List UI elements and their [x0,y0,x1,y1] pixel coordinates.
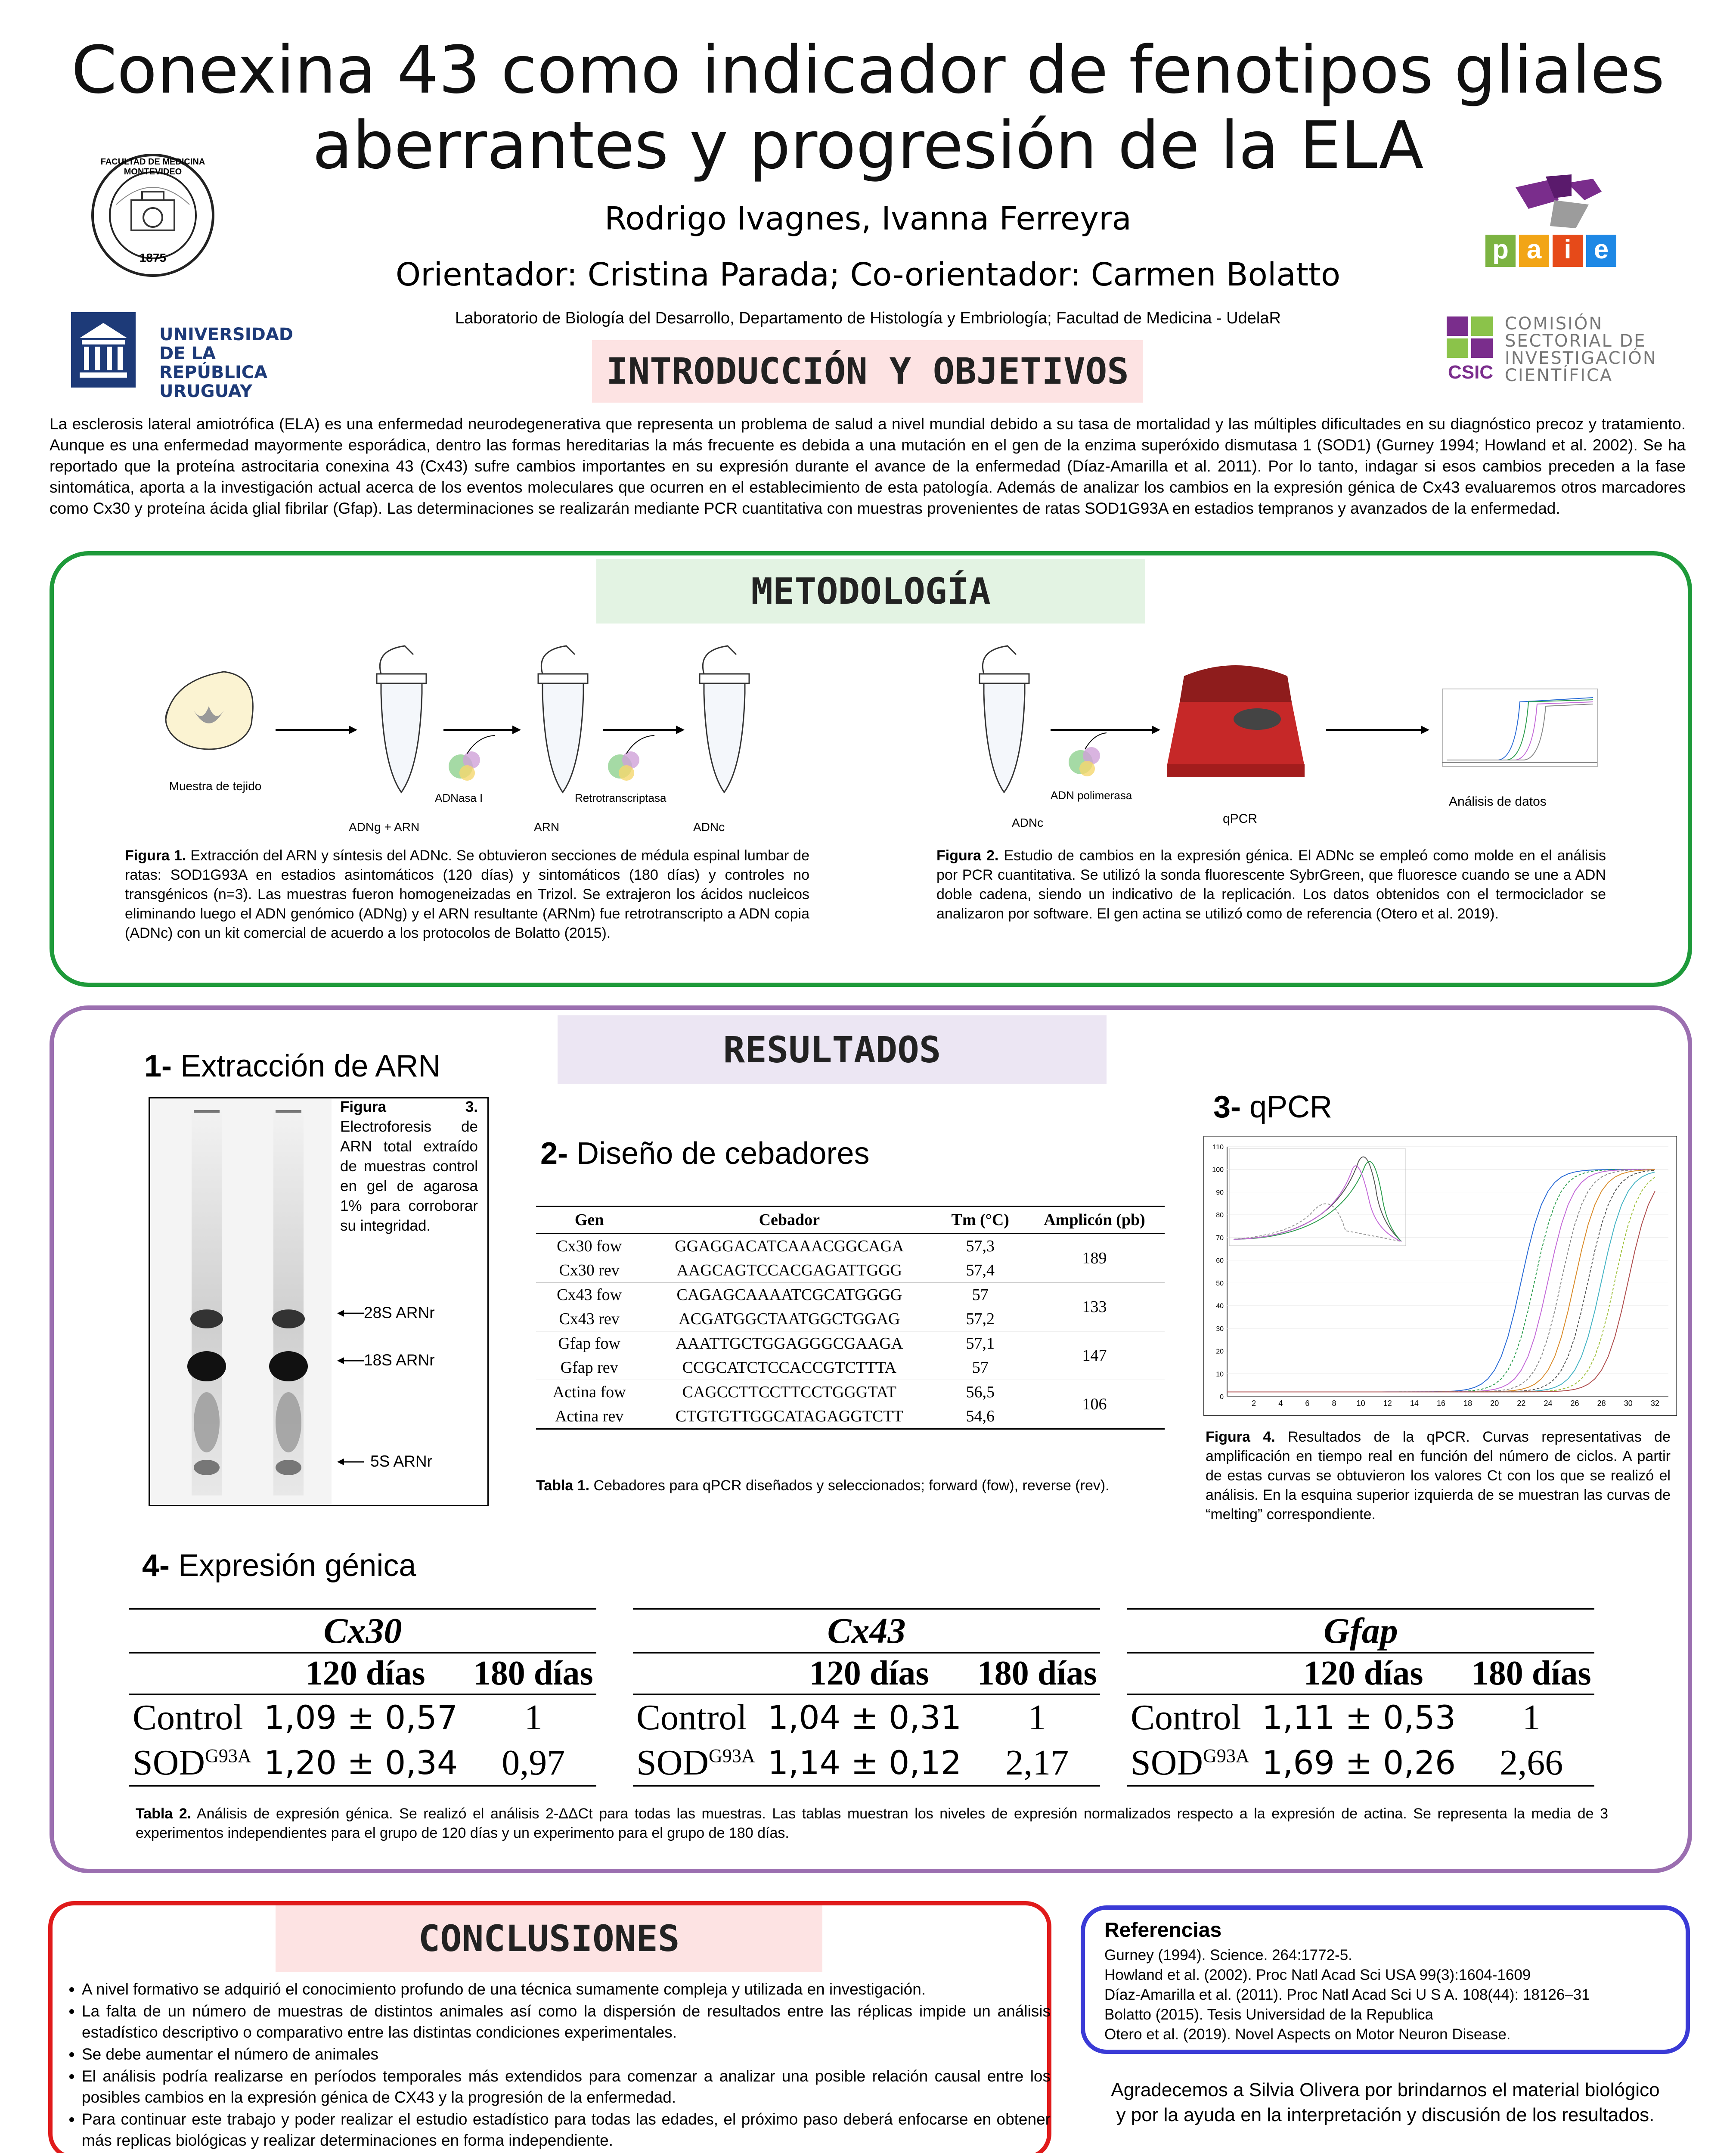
expr-value: 1 [1522,1697,1541,1737]
primer-header-amplicon: Amplicón (pb) [1024,1207,1165,1234]
advisors: Orientador: Cristina Parada; Co-orientador: Carmen Bolatto [395,256,1341,293]
primer-tm: 56,5 [966,1383,995,1401]
paie-figure-icon [1503,174,1615,233]
fmed-seal-ring-text: FACULTAD DE MEDICINA MONTEVIDEO [100,157,205,177]
qpcr-y-tick-label: 10 [1216,1371,1224,1378]
list-item: • El análisis podría realizarse en períodos temporales más extendidos para comenzar a analizar una posible relación causal entre los posibles cambios en la expresión génica de CX43 y la progresión de la enfermedad. [82,2066,1051,2108]
primer-header-seq: Cebador [642,1207,936,1234]
fig2-caption-text: Estudio de cambios en la expresión génica. El ADNc se empleó como molde en el análisis por PCR cuantitativa. Se utilizó la sonda fluorescente SybrGreen, que fluoresce cuando se une a ADN doble cadena, siendo un indicativo de la replicación. Los datos obtenidos con el termociclador se analizaron por software. El gen actina se utilizó como de referencia (Otero et al. 2019). [936,847,1606,922]
expr-day-120: 120 días [1259,1653,1469,1694]
expr-value: 1 [524,1697,542,1737]
thermocycler-icon [1167,665,1305,777]
csic-line-3: INVESTIGACIÓN [1505,348,1657,368]
paie-letter-e: e [1586,235,1616,267]
title-line-1: Conexina 43 como indicador de fenotipos gliales [71,32,1665,108]
poster-title [0,32,1736,183]
table-row [536,1331,1165,1356]
expr-value: 2,66 [1468,1740,1594,1786]
section3-number: 3- [1213,1090,1241,1124]
paie-logo [1485,174,1628,273]
qpcr-x-tick-label: 30 [1624,1399,1633,1408]
conclusions-list [60,1979,1051,2152]
primer-tm: 57,1 [966,1334,995,1353]
primer-amplicon: 147 [1082,1346,1107,1365]
expr-day-120: 120 días [260,1653,471,1694]
fig2-caption-label: Figura 2. [936,847,999,864]
udelar-line-2: DE LA REPÚBLICA [159,344,268,382]
reference-item: Bolatto (2015). Tesis Universidad de la Republica [1104,2006,1433,2023]
fig2-label-pol: ADN polimerasa [1051,789,1132,802]
references-heading: Referencias [1104,1919,1222,1942]
ack-line-2: y por la ayuda en la interpretación y discusión de los resultados. [1116,2104,1655,2125]
primer-seq: CAGCCTTCCTTCCTGGGTAT [682,1383,896,1401]
primer-gen: Actina rev [536,1404,642,1429]
lab-affiliation: Laboratorio de Biología del Desarrollo, Departamento de Histología y Embriología; Facultad de Medicina - UdelaR [455,309,1281,327]
primer-gen: Cx30 fow [557,1237,622,1255]
primer-gen: Gfap fow [558,1334,620,1353]
table-row [633,1740,1100,1786]
qpcr-x-tick-label: 4 [1278,1399,1283,1408]
expr-day-180: 180 días [470,1653,596,1694]
csic-squares-icon [1445,314,1496,362]
expr-value: 1,11 ± 0,53 [1262,1698,1456,1737]
expr-table-cx30 [129,1608,596,1787]
references-list [1104,1945,1590,2044]
section4-label: Expresión génica [178,1548,416,1583]
udelar-building-icon [71,312,136,388]
fig1-label-tube2: ARN [534,820,560,834]
gel-image [151,1099,332,1504]
primer-seq: CCGCATCTCCACCGTCTTTA [682,1359,896,1377]
section4-number: 4- [142,1548,170,1583]
expr-day-180: 180 días [974,1653,1100,1694]
table2-caption [136,1804,1608,1843]
band-5s: 5S ARNr [370,1452,432,1470]
qpcr-y-tick-label: 100 [1212,1166,1224,1174]
title-line-2: aberrantes y progresión de la ELA [312,107,1424,183]
table-row [536,1380,1165,1405]
primer-seq: CAGAGCAAAATCGCATGGGG [676,1286,902,1304]
expr-day-180: 180 días [1468,1653,1594,1694]
qpcr-y-tick-label: 80 [1216,1212,1224,1219]
fig1-label-rt: Retrotranscriptasa [575,791,666,804]
table-row [1127,1694,1594,1740]
fig1-label-dnase: ADNasa I [435,791,483,804]
primer-gen: Cx43 fow [557,1286,622,1304]
acknowledgement [1081,2078,1690,2128]
qpcr-x-tick-label: 26 [1570,1399,1579,1408]
qpcr-chart [1203,1136,1677,1416]
qpcr-y-tick-label: 20 [1216,1348,1224,1356]
primer-table [536,1206,1165,1430]
qpcr-x-tick-label: 32 [1650,1399,1659,1408]
primer-tm: 57,2 [966,1310,995,1328]
section2-title [540,1136,870,1171]
list-item: • A nivel formativo se adquirió el conocimiento profundo de una técnica sumamente compleja y utilizada en investigación. [82,1979,1051,2000]
expr-gene-title: Gfap [1127,1609,1594,1653]
primer-gen: Cx43 rev [559,1310,620,1328]
authors: Rodrigo Ivagnes, Ivanna Ferreyra [604,200,1132,237]
fig2-label-analysis: Análisis de datos [1449,794,1547,809]
section4-title [142,1548,416,1583]
qpcr-x-tick-label: 22 [1517,1399,1526,1408]
paie-letter-a: a [1519,235,1549,267]
tab2-caption-label: Tabla 2. [136,1806,192,1822]
figure4-caption [1206,1427,1671,1524]
primer-gen: Cx30 rev [559,1261,620,1279]
methodology-heading: METODOLOGÍA [596,559,1145,624]
band-18s: 18S ARNr [364,1351,435,1369]
qpcr-x-tick-label: 8 [1332,1399,1336,1408]
expr-value: 1 [1028,1697,1046,1737]
primer-header-gen: Gen [536,1207,642,1234]
udelar-line-1: UNIVERSIDAD [159,325,293,344]
table-row [536,1234,1165,1259]
fig3-caption-text: Electroforesis de ARN total extraído de muestras control en gel de agarosa 1% para corroborar su integridad. [340,1118,478,1234]
table-row [1127,1740,1594,1786]
dnase-protein-icon [449,751,480,781]
primer-seq: ACGATGGCTAATGGCTGGAG [679,1310,900,1328]
list-item: • Para continuar este trabajo y poder realizar el estudio estadístico para todas las edades, el próximo paso deberá enfocarse en obtener más replicas biológicas y realizar determinaciones en forma independiente. [82,2109,1051,2151]
primer-seq: AAGCAGTCCACGAGATTGGG [676,1261,902,1279]
table-row [129,1694,596,1740]
figure1-caption [125,846,809,943]
qpcr-x-tick-label: 16 [1436,1399,1445,1408]
expr-value: 0,97 [470,1740,596,1786]
table-row [129,1740,596,1786]
figure3-caption [340,1097,478,1236]
fig1-label-tube3: ADNc [693,820,725,834]
expr-row-label: $SOD^{G93A}$ [1127,1740,1259,1786]
primer-tm: 57,3 [966,1237,995,1255]
fig1-label-tube1: ADNg + ARN [349,820,420,834]
primer-amplicon: 189 [1082,1249,1107,1267]
primer-amplicon: 133 [1082,1298,1107,1316]
qpcr-x-tick-label: 2 [1252,1399,1256,1408]
primer-seq: GGAGGACATCAAACGGCAGA [675,1237,904,1255]
csic-line-4: CIENTÍFICA [1505,366,1613,385]
qpcr-y-tick-label: 0 [1220,1393,1224,1401]
qpcr-x-tick-label: 6 [1305,1399,1310,1408]
list-item: • Se debe aumentar el número de animales [82,2044,1051,2065]
expr-gene-title: Cx43 [633,1609,1100,1653]
primer-seq: AAATTGCTGGAGGGCGAAGA [676,1334,903,1353]
primer-header-tm: Tm (°C) [936,1207,1024,1234]
qpcr-x-tick-label: 24 [1544,1399,1553,1408]
qpcr-x-tick-label: 20 [1490,1399,1499,1408]
expr-table-cx43 [633,1608,1100,1787]
fig1-caption-text: Extracción del ARN y síntesis del ADNc. Se obtuvieron secciones de médula espinal lumbar de ratas: SOD1G93A en estadios asintomáticos (120 días) y sintomáticos (180 días) y controles no transgénicos (n=3). Las muestras fueron homogeneizadas en Trizol. Se extrajeron los ácidos nucleicos eliminando luego el ADN genómico (ADNg) y el ARN resultante (ARNm) fue retrotranscripto a ADN copia (ADNc) con un kit comercial de acuerdo a los protocolos de Bolatto (2015). [125,847,810,941]
spinal-cord-icon [166,672,253,749]
primer-amplicon: 106 [1024,1380,1165,1429]
qpcr-y-tick-label: 50 [1216,1280,1224,1287]
qpcr-x-tick-label: 28 [1597,1399,1606,1408]
expr-day-120: 120 días [764,1653,974,1694]
reference-item: Howland et al. (2002). Proc Natl Acad Sci USA 99(3):1604-1609 [1104,1967,1531,1983]
rt-protein-icon [608,751,639,781]
csic-line-2: SECTORIAL DE [1505,331,1646,351]
qpcr-y-tick-label: 70 [1216,1234,1224,1242]
section2-number: 2- [540,1136,568,1171]
fmed-seal-logo [90,153,215,278]
primer-gen: Gfap rev [560,1359,618,1377]
fig4-caption-text: Resultados de la qPCR. Curvas representativas de amplificación en tiempo real en función del número de ciclos. A partir de estas curvas se obtuvieron los valores Ct con los que se realizó el análisis. En la esquina superior izquierda de se muestran las curvas de “melting” correspondiente. [1206,1429,1671,1523]
expr-value: 1,14 ± 0,12 [764,1740,974,1786]
primer-tm: 57,4 [966,1261,995,1279]
figure2-caption [936,846,1606,924]
qpcr-x-tick-label: 14 [1410,1399,1419,1408]
expr-value: 1,09 ± 0,57 [264,1698,458,1737]
qpcr-y-tick-label: 60 [1216,1257,1224,1265]
reference-item: Gurney (1994). Science. 264:1772-5. [1104,1947,1352,1964]
expr-row-label: Control [636,1697,747,1737]
list-item: • La falta de un número de muestras de distintos animales así como la dispersión de resultados entre las réplicas impide un análisis estadístico descriptivo o comparativo entre las distintas condiciones experimentales. [82,2001,1051,2043]
fig2-label-qpcr: qPCR [1223,812,1258,826]
paie-letter-p: p [1485,235,1516,267]
fig1-label-tissue: Muestra de tejido [169,779,262,793]
expr-value: 1,20 ± 0,34 [260,1740,471,1786]
intro-text: La esclerosis lateral amiotrófica (ELA) es una enfermedad neurodegenerativa que representa un problema de salud a nivel mundial debido a su tasa de mortalidad y las múltiples dificultades en su diagnóstico precoz y tratamiento. Aunque es una enfermedad mayormente esporádica, dentro las formas hereditarias la más frecuente es debida a una mutación en el gen de la enzima superóxido dismutasa 1 (SOD1) (Gurney 1994; Howland et al. 2002). Se ha reportado que la proteína astrocitaria conexina 43 (Cx43) sufre cambios importantes en su expresión durante el avance de la enfermedad (Díaz-Amarilla et al. 2011). Por lo tanto, indagar si esos cambios preceden a la fase sintomática, aporta a la investigación actual acerca de los eventos moleculares que ocurren en el establecimiento de esta patología. Además de analizar los cambios en la expresión génica de Cx43 evaluaremos otros marcadores como Cx30 y proteína ácida glial fibrilar (Gfap). Las determinaciones se realizarán mediante PCR cuantitativa con muestras provenientes de ratas SOD1G93A en estadios tempranos y avanzados de la enfermedad. [50,415,1686,517]
expr-table-gfap [1127,1608,1594,1787]
qpcr-y-tick-label: 110 [1212,1144,1224,1151]
reference-item: Díaz-Amarilla et al. (2011). Proc Natl Acad Sci U S A. 108(44): 18126–31 [1104,1986,1590,2003]
fig1-caption-label: Figura 1. [125,847,186,864]
paie-letter-i: i [1553,235,1583,267]
results-heading: RESULTADOS [558,1015,1107,1084]
table-row [633,1694,1100,1740]
qpcr-x-tick-label: 12 [1383,1399,1392,1408]
udelar-line-3: URUGUAY [159,382,252,401]
intro-heading: INTRODUCCIÓN Y OBJETIVOS [592,340,1143,403]
section1-number: 1- [144,1049,172,1083]
cdna-tube-icon [980,646,1029,792]
tube-3-icon [700,646,749,792]
expr-gene-title: Cx30 [129,1609,596,1653]
ack-line-1: Agradecemos a Silvia Olivera por brindarnos el material biológico [1111,2079,1660,2100]
section3-title [1213,1089,1332,1125]
section1-title [144,1049,440,1084]
polymerase-protein-icon [1069,747,1100,776]
primer-tm: 57 [972,1286,989,1304]
expr-row-label: $SOD^{G93A}$ [633,1740,764,1786]
tube-1-icon [377,646,426,792]
fmed-seal-year: 1875 [139,251,167,264]
qpcr-x-tick-label: 10 [1356,1399,1365,1408]
analysis-plot-icon [1442,689,1597,766]
tab1-caption-text: Cebadores para qPCR diseñados y seleccionados; forward (fow), reverse (rev). [593,1477,1110,1494]
conclusions-heading: CONCLUSIONES [276,1905,822,1972]
figure1-diagram [146,637,835,840]
expr-value: 1,04 ± 0,31 [767,1698,962,1737]
qpcr-y-tick-label: 30 [1216,1325,1224,1333]
qpcr-x-tick-label: 18 [1463,1399,1472,1408]
section3-label: qPCR [1249,1090,1333,1124]
expr-row-label: $SOD^{G93A}$ [129,1740,260,1786]
csic-abbr: CSIC [1448,362,1494,383]
csic-logo [1445,314,1686,388]
primer-tm: 57 [972,1359,989,1377]
expr-value: 1,69 ± 0,26 [1259,1740,1469,1786]
tube-2-icon [538,646,588,792]
band-arrows [334,1303,368,1475]
csic-line-1: COMISIÓN [1505,314,1603,334]
section2-label: Diseño de cebadores [577,1136,870,1171]
primer-tm: 54,6 [936,1404,1024,1429]
fig3-caption-label: Figura 3. [340,1098,478,1115]
qpcr-y-tick-label: 40 [1216,1303,1224,1310]
expr-row-label: Control [133,1697,243,1737]
primer-seq: CTGTGTTGGCATAGAGGTCTT [642,1404,936,1429]
table1-caption [536,1476,1160,1495]
udelar-logo [71,312,304,401]
section1-label: Extracción de ARN [180,1049,441,1083]
fig4-caption-label: Figura 4. [1206,1429,1275,1445]
reference-item: Otero et al. (2019). Novel Aspects on Motor Neuron Disease. [1104,2026,1511,2043]
tab2-caption-text: Análisis de expresión génica. Se realizó el análisis 2-ΔΔCt para todas las muestras. Las tablas muestran los niveles de expresión normalizados respecto a la expresión de actina. Se representa la media de 3 experimentos independientes para el grupo de 120 días y un experimento para el grupo de 180 días. [136,1806,1608,1841]
band-28s: 28S ARNr [364,1304,435,1322]
expr-row-label: Control [1131,1697,1241,1737]
fig2-label-tube: ADNc [1012,816,1044,829]
table-row [536,1283,1165,1307]
primer-gen: Actina fow [552,1383,626,1401]
tab1-caption-label: Tabla 1. [536,1477,590,1494]
qpcr-y-tick-label: 90 [1216,1189,1224,1197]
expr-value: 2,17 [974,1740,1100,1786]
